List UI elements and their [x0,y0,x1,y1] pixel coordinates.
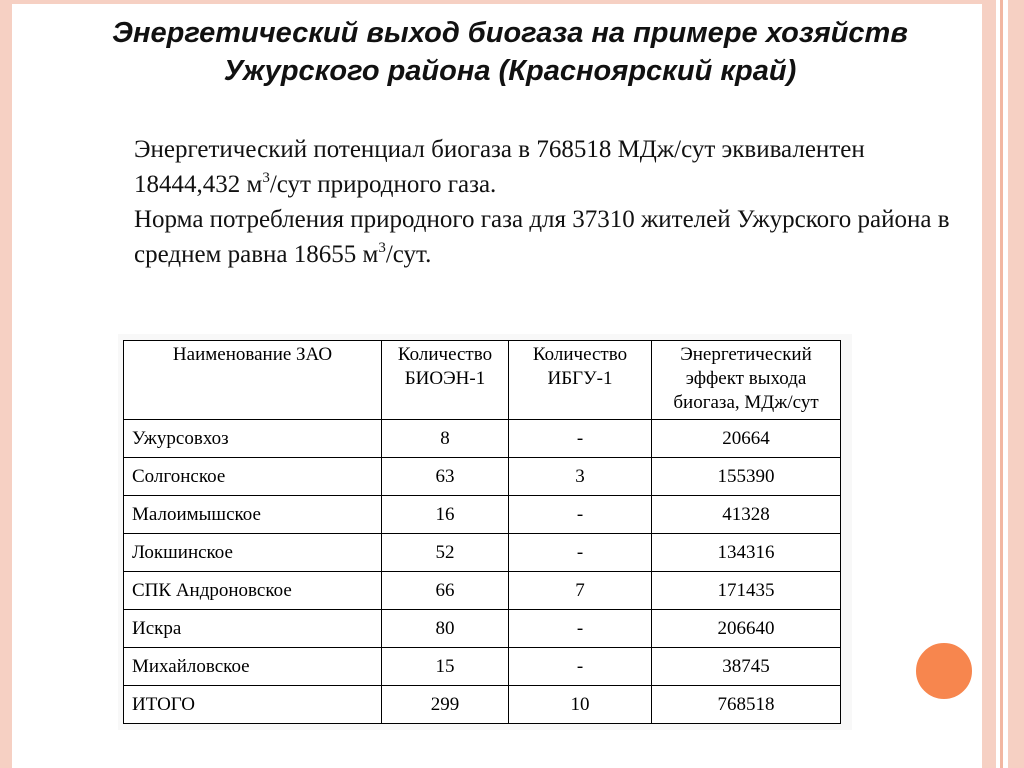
paragraph-2-text: Норма потребления природного газа для 37310 жителей Ужурского района в среднем равна 18655 м [134,206,950,268]
cell-ibgu: - [509,534,652,572]
header-energy-line3: биогаза, МДж/сут [673,392,819,413]
paragraph-2-sup: 3 [378,240,386,256]
cell-name: ИТОГО [124,686,382,724]
paragraph-1-text: Энергетический потенциал биогаза в 768518 МДж/сут эквивалентен 18444,432 м [134,136,865,198]
cell-energy: 38745 [652,648,841,686]
paragraph-1-tail: /сут природного газа. [269,171,497,198]
frame-left-border [0,0,12,768]
cell-energy: 768518 [652,686,841,724]
cell-energy: 155390 [652,458,841,496]
table-row [124,420,841,458]
table-row [124,610,841,648]
cell-ibgu: - [509,648,652,686]
cell-ibgu: 7 [509,572,652,610]
cell-name: Малоимышское [124,496,382,534]
paragraph-1 [30,132,950,202]
cell-bioen: 15 [382,648,509,686]
cell-ibgu: - [509,610,652,648]
cell-bioen: 80 [382,610,509,648]
table-row [124,458,841,496]
slide-title-line2: Ужурского района (Красноярский край) [223,55,797,87]
cell-ibgu: 10 [509,686,652,724]
table-body [124,420,841,724]
cell-name: Ужурсовхоз [124,420,382,458]
cell-bioen: 63 [382,458,509,496]
biogas-table [123,340,841,724]
table-row [124,572,841,610]
slide-title-line1: Энергетический выход биогаза на примере хозяйств [112,17,908,49]
table-container [118,334,852,730]
cell-bioen: 52 [382,534,509,572]
cell-energy: 20664 [652,420,841,458]
frame-top-border [12,0,982,4]
cell-energy: 171435 [652,572,841,610]
header-energy-line2: эффект выхода [685,368,807,389]
header-cell-name [124,341,382,420]
header-cell-ibgu [509,341,652,420]
header-cell-energy [652,341,841,420]
cell-ibgu: - [509,496,652,534]
paragraph-2 [30,202,950,272]
cell-bioen: 8 [382,420,509,458]
cell-energy: 206640 [652,610,841,648]
header-bioen-line1: Количество [397,344,493,365]
cell-name: СПК Андроновское [124,572,382,610]
header-ibgu-line2: ИБГУ-1 [547,368,613,389]
paragraph-2-tail: /сут. [385,241,432,268]
table-row [124,496,841,534]
cell-energy: 41328 [652,496,841,534]
header-ibgu-line1: Количество [532,344,628,365]
cell-energy: 134316 [652,534,841,572]
frame-right-line [1000,0,1003,768]
body-text [30,132,950,272]
cell-name: Михайловское [124,648,382,686]
cell-ibgu: 3 [509,458,652,496]
decorative-circle [914,641,974,701]
cell-bioen: 299 [382,686,509,724]
cell-name: Искра [124,610,382,648]
table-row [124,648,841,686]
cell-bioen: 16 [382,496,509,534]
cell-ibgu: - [509,420,652,458]
paragraph-1-sup: 3 [262,170,270,186]
cell-name: Солгонское [124,458,382,496]
table-header-row [124,341,841,420]
cell-name: Локшинское [124,534,382,572]
slide-title [20,14,1000,90]
header-energy-line1: Энергетический [680,344,812,365]
cell-bioen: 66 [382,572,509,610]
header-cell-bioen [382,341,509,420]
header-bioen-line2: БИОЭН-1 [404,368,486,389]
table-row [124,534,841,572]
header-name-text: Наименование ЗАО [172,344,333,365]
table-row-total [124,686,841,724]
